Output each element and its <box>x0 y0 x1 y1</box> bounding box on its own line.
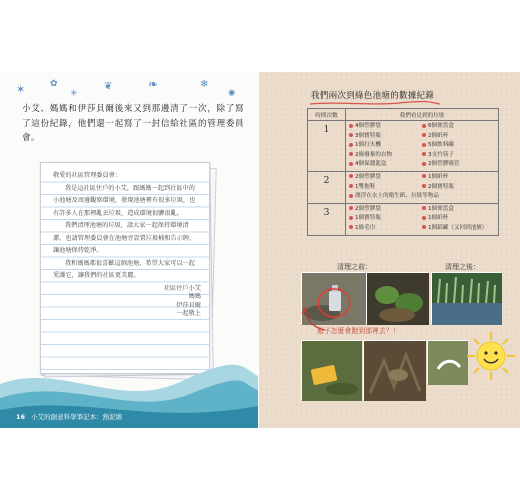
letter-salutation: 敬愛的社區管理委員會： <box>53 172 122 179</box>
list-item: 6個便當盒 <box>422 122 495 132</box>
table-row <box>308 203 499 235</box>
data-record-table <box>307 108 499 236</box>
signature-line: 社區住戶小艾 <box>163 284 201 292</box>
left-page <box>0 72 258 428</box>
letter-stack <box>40 162 210 378</box>
visit-number: 3 <box>308 203 346 235</box>
list-item: 3支竹筷子 <box>422 151 495 161</box>
leaf-icon: ❧ <box>148 77 159 91</box>
star-icon: ✶ <box>16 83 26 96</box>
list-item: 2個塑膠袋 <box>349 205 422 215</box>
signature-line: 伊莎貝爾 <box>176 301 201 309</box>
book-spread <box>0 72 520 428</box>
leaf-icon: ❦ <box>104 81 113 92</box>
header-visit: 時間次數 <box>308 109 346 121</box>
signature-line: 媽媽 <box>188 293 201 300</box>
photo-litter <box>427 340 467 384</box>
signature-line: 一起敬上 <box>176 310 201 317</box>
right-page <box>259 72 520 428</box>
visit-number: 1 <box>308 121 346 172</box>
sun-icon <box>465 330 517 382</box>
list-item: 2個塑膠袋 <box>349 173 422 183</box>
list-item: 1個便當盒 <box>422 205 495 215</box>
trash-list <box>346 121 499 172</box>
photo-bag <box>301 340 361 400</box>
list-item: 2條廢棄的衣物 <box>349 151 422 161</box>
molecule-icon: ✺ <box>228 89 236 99</box>
wave-decoration <box>0 356 258 428</box>
title-underline <box>309 100 441 106</box>
label-before-cleaning: 清理之前： <box>337 263 372 271</box>
photo-after-pond <box>431 272 501 324</box>
letter-signature <box>53 285 201 319</box>
sparkle-icon: ✳ <box>70 89 78 99</box>
letter-paper <box>40 162 210 374</box>
arrow-icon <box>299 304 329 334</box>
flower-icon: ✿ <box>50 79 58 89</box>
list-item: 漂浮在水上的衛生紙、垃圾等物品 <box>349 192 495 202</box>
list-item: 1條毛巾 <box>349 224 422 234</box>
handwritten-note: 瓶子怎麼會跑到那裡去？！ <box>317 327 400 335</box>
trash-list <box>346 171 499 203</box>
page-number: 16 <box>16 413 26 421</box>
list-item: 1個紙杯 <box>422 173 495 183</box>
list-item: 1雙拖鞋 <box>349 183 422 193</box>
letter-paragraph: 我和媽媽都很喜歡這個池塘，希望大家可以一起愛護它，讓我們的社區更美麗。 <box>53 259 195 279</box>
visit-number: 2 <box>308 171 346 203</box>
header-trash: 我們看見到的垃圾 <box>346 109 499 121</box>
list-item: 1個鋁罐（又回到池塘） <box>422 224 495 234</box>
story-paragraph: 小艾、媽媽和伊莎貝爾後來又到那邊清了一次，除了寫了這份紀錄，他們還一起寫了一封信給社區的管理委員會。 <box>22 104 244 143</box>
photo-debris <box>363 340 425 400</box>
list-item: 1個打火機 <box>349 141 422 151</box>
list-item: 4個保麗龍盒 <box>349 160 422 170</box>
snowflake-icon: ❄ <box>200 79 209 90</box>
record-title: 我們兩次到綠色池塘的數據紀錄 <box>311 91 435 101</box>
book-title: 小艾的創意科學筆記本：熱泥塘 <box>31 413 123 421</box>
table-row <box>308 171 499 203</box>
list-item: 3個寶特瓶 <box>349 132 422 142</box>
list-item: 2個寶特瓶 <box>422 183 495 193</box>
list-item: 2個紙杯 <box>422 132 495 142</box>
list-item: 5個飲料罐 <box>422 141 495 151</box>
photo-before-plants <box>366 272 428 324</box>
list-item: 1個紙杯 <box>422 214 495 224</box>
letter-paragraph: 我們清理池塘的垃圾，請大家一起保持環境清潔，也請管理委員會在池塘旁設置垃圾桶和告示牌，讓池塘保持乾淨。 <box>53 222 196 254</box>
page-footer <box>16 412 122 421</box>
list-item: 1個寶特瓶 <box>349 214 422 224</box>
list-item: 4個塑膠袋 <box>349 122 422 132</box>
trash-list <box>346 203 499 235</box>
label-after-cleaning: 清理之後： <box>445 263 480 271</box>
list-item: 2個塑膠吸管 <box>422 160 495 170</box>
table-row <box>308 121 499 172</box>
letter-paragraph: 我是這社區住戶的小艾，跟媽媽一起到社區中的小池塘及周邊觀察環境，發現池塘裡有很多垃圾，也有許多人在那裡亂丟垃圾，造成環境很髒很亂。 <box>53 184 196 217</box>
